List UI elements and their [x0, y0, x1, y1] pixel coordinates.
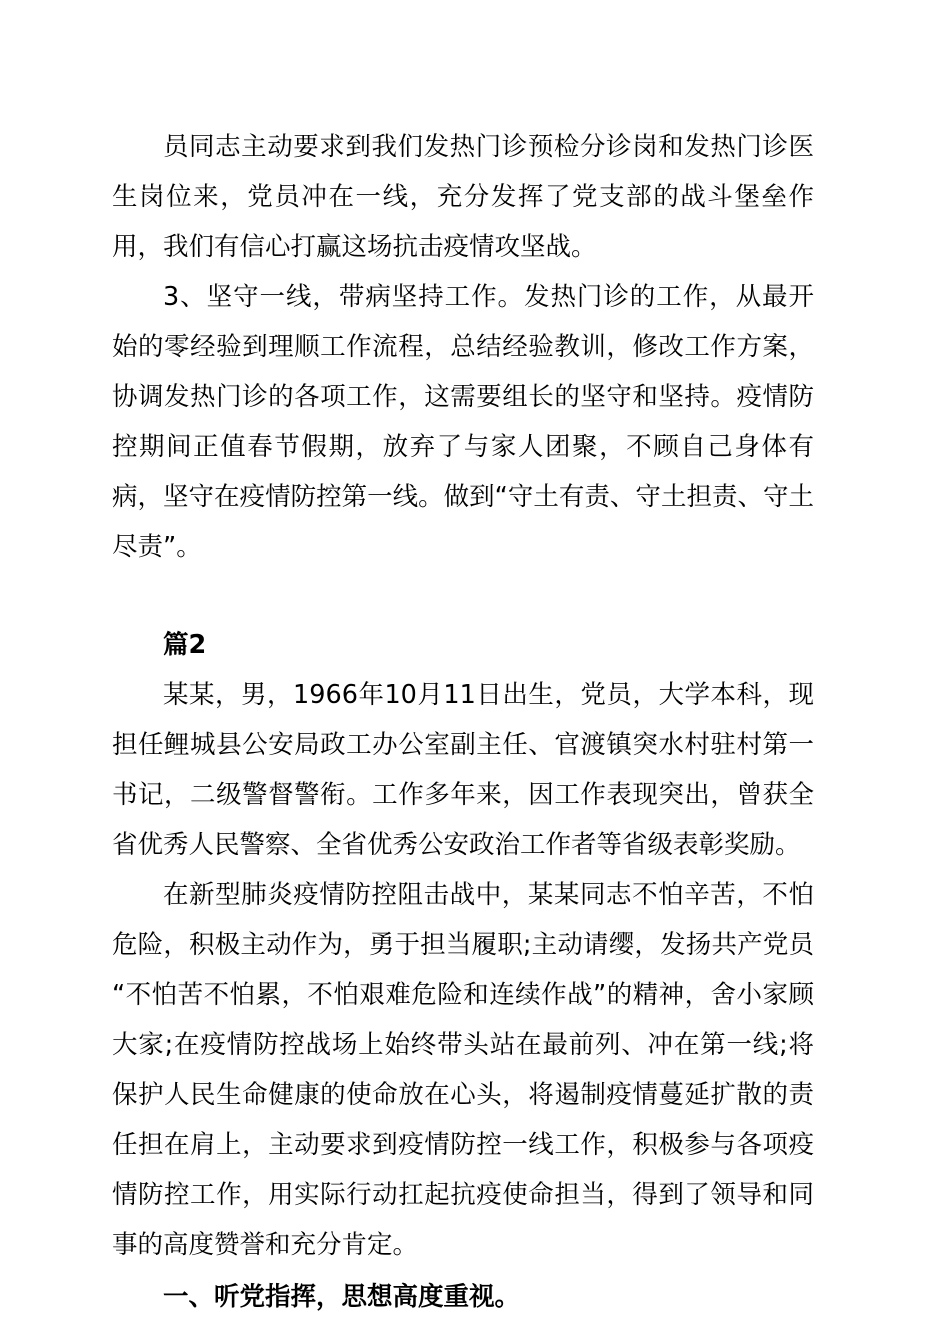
- document-text-column: [112, 122, 814, 1322]
- subheading-section-one: 一、听党指挥，思想高度重视。: [163, 1282, 521, 1312]
- paragraph-biography: 某某，男，1966年10月11日出生，党员，大学本科，现担任鲤城县公安局政工办公室副主任、官渡镇突水村驻村第一书记，二级警督警衔。工作多年来，因工作表现突出，曾获全省优秀人民警察、全省优秀公安政治工作者等省级表彰奖励。: [112, 680, 814, 860]
- paragraph-numbered-item-3: 3、坚守一线，带病坚持工作。发热门诊的工作，从最开始的零经验到理顺工作流程，总结经验教训，修改工作方案，协调发热门诊的各项工作，这需要组长的坚守和坚持。疫情防控期间正值春节假期，放弃了与家人团聚，不顾自己身体有病，坚守在疫情防控第一线。做到“守土有责、守土担责、守土尽责”。: [112, 282, 814, 562]
- section-label-pian-2: 篇2: [163, 630, 207, 660]
- paragraph-deeds: 在新型肺炎疫情防控阻击战中，某某同志不怕辛苦，不怕危险，积极主动作为，勇于担当履职;主动请缨，发扬共产党员“不怕苦不怕累，不怕艰难危险和连续作战”的精神，舍小家顾大家;在疫情防控战场上始终带头站在最前列、冲在第一线;将保护人民生命健康的使命放在心头，将遏制疫情蔓延扩散的责任担在肩上，主动要求到疫情防控一线工作，积极参与各项疫情防控工作，用实际行动扛起抗疫使命担当，得到了领导和同事的高度赞誉和充分肯定。: [112, 880, 814, 1260]
- paragraph-continued-text: 员同志主动要求到我们发热门诊预检分诊岗和发热门诊医生岗位来，党员冲在一线，充分发挥了党支部的战斗堡垒作用，我们有信心打赢这场抗击疫情攻坚战。: [112, 132, 814, 262]
